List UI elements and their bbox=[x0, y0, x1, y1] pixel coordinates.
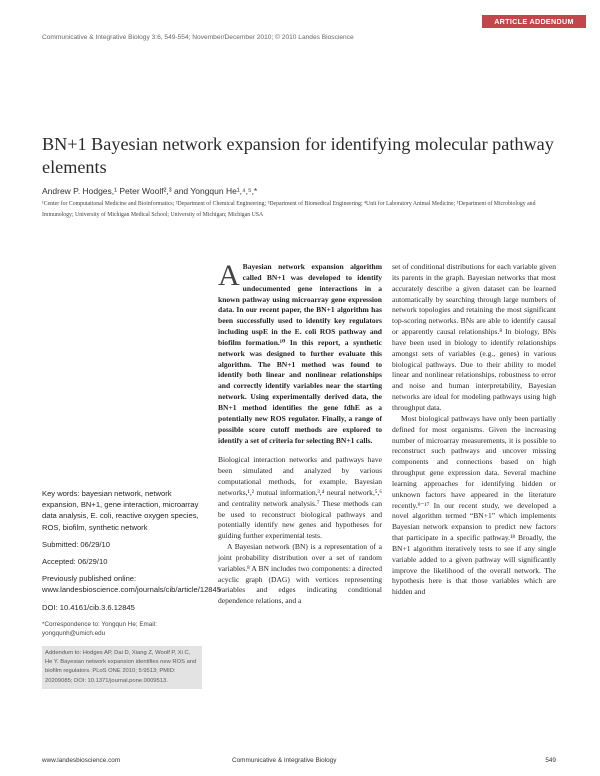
abstract bbox=[218, 259, 382, 446]
addendum-citation-box: Addendum to: Hodges AP, Dai D, Xiang Z, Woolf P, Xi C, He Y. Bayesian network expansion identifies new ROS and biofilm regulators. PLoS ONE 2010; 5:9513; PMID: 20209085; DOI: 10.1371/journal.pone.0009513. bbox=[42, 646, 202, 690]
footer-website: www.landesbioscience.com bbox=[42, 757, 121, 764]
drop-cap: A bbox=[218, 259, 240, 292]
abstract-text: Bayesian network expansion algorithm called BN+1 was developed to identify undocumented gene interactions in a known pathway using microarray gene expression data. In our recent paper, the BN+1 algorithm has been successfully used to identify key regulators including uspE in the E. coli ROS pathway and biofilm formation.¹⁰ In this report, a synthetic network was designed to further evaluate this algorithm. The BN+1 method was found to identify both linear and nonlinear relationships and correctly identify variables near the starting network. Using experimentally derived data, the BN+1 method identifies the gene fdhE as a potentially new ROS regulator. Finally, a range of possible score cutoff methods are explored to identify a set of criteria for selecting BN+1 calls. bbox=[218, 262, 382, 445]
body-column-right bbox=[392, 262, 556, 598]
body-column-middle bbox=[218, 259, 382, 607]
body-paragraph: Most biological pathways have only been partially defined for most organisms. Given the increasing number of microarray measurements, it is possible to reconstruct such pathways and uncover missing components and connections based on high throughput gene expression data. Several machine learning approaches for identifying hidden or unknown factors have appeared in the literature recently.⁹⁻¹⁷ In our recent study, we developed a novel algorithm termed “BN+1” which implements Bayesian network expansion to predict new factors that participate in a specific pathway.¹⁸ Broadly, the BN+1 algorithm iteratively tests to see if any single variable added to a given pathway will significantly improve the likelihood of the overall network. The hypothesis here is that those variables which are hidden and bbox=[392, 413, 556, 597]
body-paragraph: A Bayesian network (BN) is a representation of a joint probability distribution over a set of random variables.⁸ A BN includes two components: a directed acyclic graph (DAG) with vertices representing variables and edges indicating conditional dependence relations, and a bbox=[218, 542, 382, 606]
footer-journal: Communicative & Integrative Biology bbox=[232, 757, 337, 764]
accepted-date: Accepted: 06/29/10 bbox=[42, 557, 108, 567]
journal-citation-line: Communicative & Integrative Biology 3:6, 549-554; November/December 2010; © 2010 Landes Bioscience bbox=[42, 34, 354, 41]
article-type-label: ARTICLE ADDENDUM bbox=[482, 15, 586, 28]
keywords: Key words: bayesian network, network expansion, BN+1, gene interaction, microarray data analysis, E. coli, reactive oxygen species, ROS, biofilm, synthetic network bbox=[42, 489, 199, 532]
correspondence: *Correspondence to: Yongqun He; Email: yongqunh@umich.edu bbox=[42, 620, 157, 638]
page-number: 549 bbox=[545, 757, 556, 764]
body-paragraph: set of conditional distributions for each variable given its parents in the graph. Bayesian networks that most accurately describe a given dataset can be learned automatically by searching through large numbers of network topologies and retaining the most significant top-scoring networks. BNs are able to identify causal or apparently causal relationships.⁸ In biology, BNs have been used in biology to identify relationships amongst sets of variables (e.g., genes) in various biological pathways. Due to their ability to model linear and nonlinear relationships, robustness to error and noise and human interpretability, Bayesian networks are ideal for modeling pathways using high throughput data. bbox=[392, 262, 556, 412]
body-paragraph: Biological interaction networks and pathways have been simulated and analyzed by various computational methods, for example, Bayesian networks,¹,² mutual information,³,⁴ neural network,⁵,⁶ and centrality network analysis.⁷ These methods can be used to reconstruct biological pathways and potentially identify new genes and hypotheses for guiding further experimental tests. bbox=[218, 455, 382, 541]
published-online: Previously published online: www.landesbioscience.com/journals/cib/article/12845 bbox=[42, 574, 221, 595]
author-list: Andrew P. Hodges,¹ Peter Woolf²,³ and Yongqun He¹,⁴,⁵,* bbox=[42, 186, 258, 196]
submitted-date: Submitted: 06/29/10 bbox=[42, 539, 110, 549]
affiliations: ¹Center for Computational Medicine and Bioinformatics; ²Department of Chemical Engineering; ³Department of Biomedical Engineering; ⁴Unit for Laboratory Animal Medicine; ⁵Department of Microbiology and Immunology; University of Michigan Medical School; University of Michigan; Michigan USA bbox=[42, 201, 536, 218]
article-info-sidebar bbox=[42, 488, 221, 689]
paper-title: BN+1 Bayesian network expansion for identifying molecular pathway elements bbox=[42, 134, 554, 177]
doi: DOI: 10.4161/cib.3.6.12845 bbox=[42, 602, 135, 612]
